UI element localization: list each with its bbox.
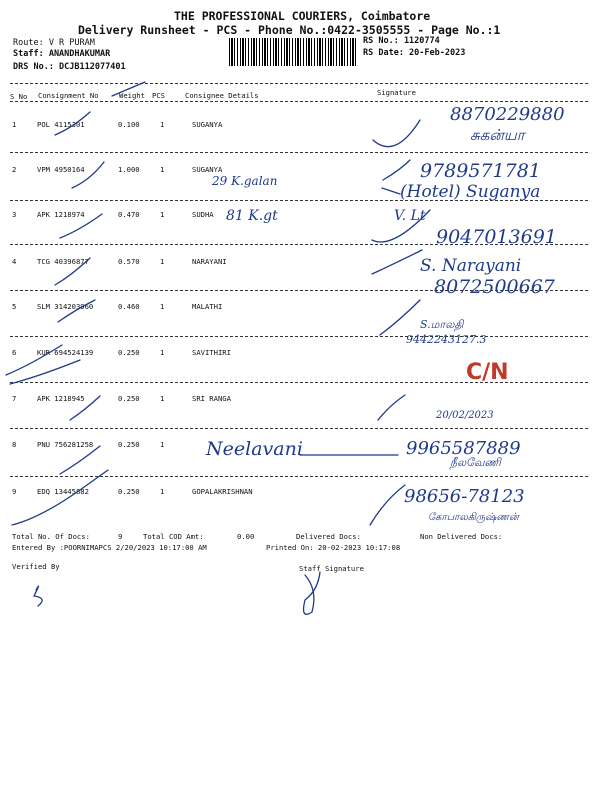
row-consignee: SUGANYA xyxy=(192,165,223,174)
row-sno: 8 xyxy=(12,440,17,449)
handwritten-note: 81 K.gt xyxy=(226,208,278,224)
company-title: THE PROFESSIONAL COURIERS, Coimbatore xyxy=(174,9,431,23)
tick-mark xyxy=(60,446,100,474)
signature-mark xyxy=(380,300,420,335)
col-header-signature: Signature xyxy=(377,88,416,97)
handwritten-phone: 9965587889 xyxy=(406,438,521,459)
row-consignee: SUDHA xyxy=(192,210,214,219)
row-pcs: 1 xyxy=(160,348,165,357)
total-cod-value: 0.00 xyxy=(237,532,255,541)
signature-mark xyxy=(378,395,405,420)
handwritten-phone: 9789571781 xyxy=(420,160,541,182)
row-consignee: GOPALAKRISHNAN xyxy=(192,487,253,496)
route: Route: V R PURAM xyxy=(13,38,95,48)
tick-mark xyxy=(55,112,90,135)
verified-by-label: Verified By xyxy=(12,562,60,571)
pen-mark xyxy=(112,82,145,96)
row-consignee: NARAYANI xyxy=(192,257,227,266)
row-weight: 0.250 xyxy=(118,487,140,496)
handwritten-signature: V. Lt xyxy=(394,208,426,224)
row-sno: 6 xyxy=(12,348,17,357)
row-weight: 0.250 xyxy=(118,348,140,357)
row-sno: 1 xyxy=(12,120,17,129)
row-pcs: 1 xyxy=(160,165,165,174)
total-cod-label: Total COD Amt: xyxy=(143,532,204,541)
row-consignment: VPM 4950164 xyxy=(37,165,85,174)
row-weight: 0.100 xyxy=(118,120,140,129)
handwritten-note: 29 K.galan xyxy=(212,174,278,188)
row-pcs: 1 xyxy=(160,120,165,129)
row-weight: 0.460 xyxy=(118,302,140,311)
tick-mark xyxy=(60,214,102,238)
col-header-consignment: Consignment No xyxy=(38,91,99,100)
col-header-pcs: PCS xyxy=(152,91,165,100)
verifier-signature xyxy=(34,586,42,606)
row-sno: 7 xyxy=(12,394,17,403)
entered-by: Entered By :POORNIMAPCS 2/20/2023 10:17:00 AM xyxy=(12,543,207,552)
handwritten-phone: 98656-78123 xyxy=(404,486,525,507)
signature-mark xyxy=(373,120,420,147)
rs-number: RS No.: 1120774 xyxy=(363,36,440,46)
handwritten-name: (Hotel) Suganya xyxy=(400,182,541,202)
tick-mark xyxy=(12,490,80,525)
col-header-consignee: Consignee Details xyxy=(185,91,259,100)
handwritten-signature: கோபாலகிருஷ்ணன் xyxy=(428,512,519,523)
row-consignee: SUGANYA xyxy=(192,120,223,129)
row-consignment: EDQ 13445882 xyxy=(37,487,89,496)
row-weight: 1.000 xyxy=(118,165,140,174)
row-consignment: PNU 756281258 xyxy=(37,440,94,449)
handwritten-date: 20/02/2023 xyxy=(436,410,494,421)
tick-mark xyxy=(10,360,80,384)
row-weight: 0.250 xyxy=(118,394,140,403)
row-pcs: 1 xyxy=(160,440,165,449)
tick-mark xyxy=(55,258,90,285)
row-pcs: 1 xyxy=(160,394,165,403)
tick-mark xyxy=(58,300,95,322)
staff-signature-mark xyxy=(304,572,320,614)
handwritten-signature: நீலவேணி xyxy=(450,456,501,469)
col-header-weight: Weight xyxy=(119,91,145,100)
signature-mark xyxy=(372,250,422,274)
row-pcs: 1 xyxy=(160,487,165,496)
row-sno: 4 xyxy=(12,257,17,266)
handwritten-phone: 8072500667 xyxy=(434,276,555,298)
total-docs-label: Total No. Of Docs: xyxy=(12,532,90,541)
row-weight: 0.570 xyxy=(118,257,140,266)
row-consignment: POL 4115301 xyxy=(37,120,85,129)
row-pcs: 1 xyxy=(160,302,165,311)
row-sno: 9 xyxy=(12,487,17,496)
row-pcs: 1 xyxy=(160,210,165,219)
staff-name: Staff: ANANDHAKUMAR xyxy=(13,49,111,59)
drs-number: DRS No.: DCJB112077401 xyxy=(13,62,126,72)
row-weight: 0.250 xyxy=(118,440,140,449)
row-pcs: 1 xyxy=(160,257,165,266)
row-sno: 3 xyxy=(12,210,17,219)
tick-mark xyxy=(72,162,104,188)
printed-on: Printed On: 20-02-2023 10:17:08 xyxy=(266,543,401,552)
handwritten-name: S. Narayani xyxy=(420,256,522,276)
row-consignee: MALATHI xyxy=(192,302,223,311)
signature-mark xyxy=(383,160,410,180)
tick-mark xyxy=(80,470,108,490)
cn-stamp: C/N xyxy=(466,360,509,385)
non-delivered-docs-label: Non Delivered Docs: xyxy=(420,532,503,541)
handwritten-name: S.மாலதி xyxy=(420,318,464,331)
signature-mark xyxy=(370,485,405,525)
handwritten-name: சுகன்யா xyxy=(470,126,525,144)
row-weight: 0.470 xyxy=(118,210,140,219)
handwritten-name: Neelavani xyxy=(206,438,303,460)
col-header-sno: S No xyxy=(10,92,28,101)
signature-mark xyxy=(382,188,400,194)
delivered-docs-label: Delivered Docs: xyxy=(296,532,361,541)
row-sno: 2 xyxy=(12,165,17,174)
rs-date: RS Date: 20-Feb-2023 xyxy=(363,48,466,58)
handwritten-phone: 9047013691 xyxy=(436,226,557,248)
row-consignment: APK 1218974 xyxy=(37,210,85,219)
row-consignment: KUR 694524139 xyxy=(37,348,94,357)
total-docs-value: 9 xyxy=(118,532,123,541)
row-consignment: TCG 40396877 xyxy=(37,257,89,266)
row-consignment: APK 1218945 xyxy=(37,394,85,403)
row-consignee: SRI RANGA xyxy=(192,394,231,403)
row-consignment: SLM 314203960 xyxy=(37,302,94,311)
runsheet-subtitle: Delivery Runsheet - PCS - Phone No.:0422-3505555 - Page No.:1 xyxy=(78,23,501,37)
tick-mark xyxy=(70,396,100,420)
row-sno: 5 xyxy=(12,302,17,311)
staff-signature-label: Staff Signature xyxy=(299,564,364,573)
handwritten-phone: 9442243127.3 xyxy=(406,333,487,346)
row-consignee: SAVITHIRI xyxy=(192,348,231,357)
handwritten-phone: 8870229880 xyxy=(450,104,565,125)
